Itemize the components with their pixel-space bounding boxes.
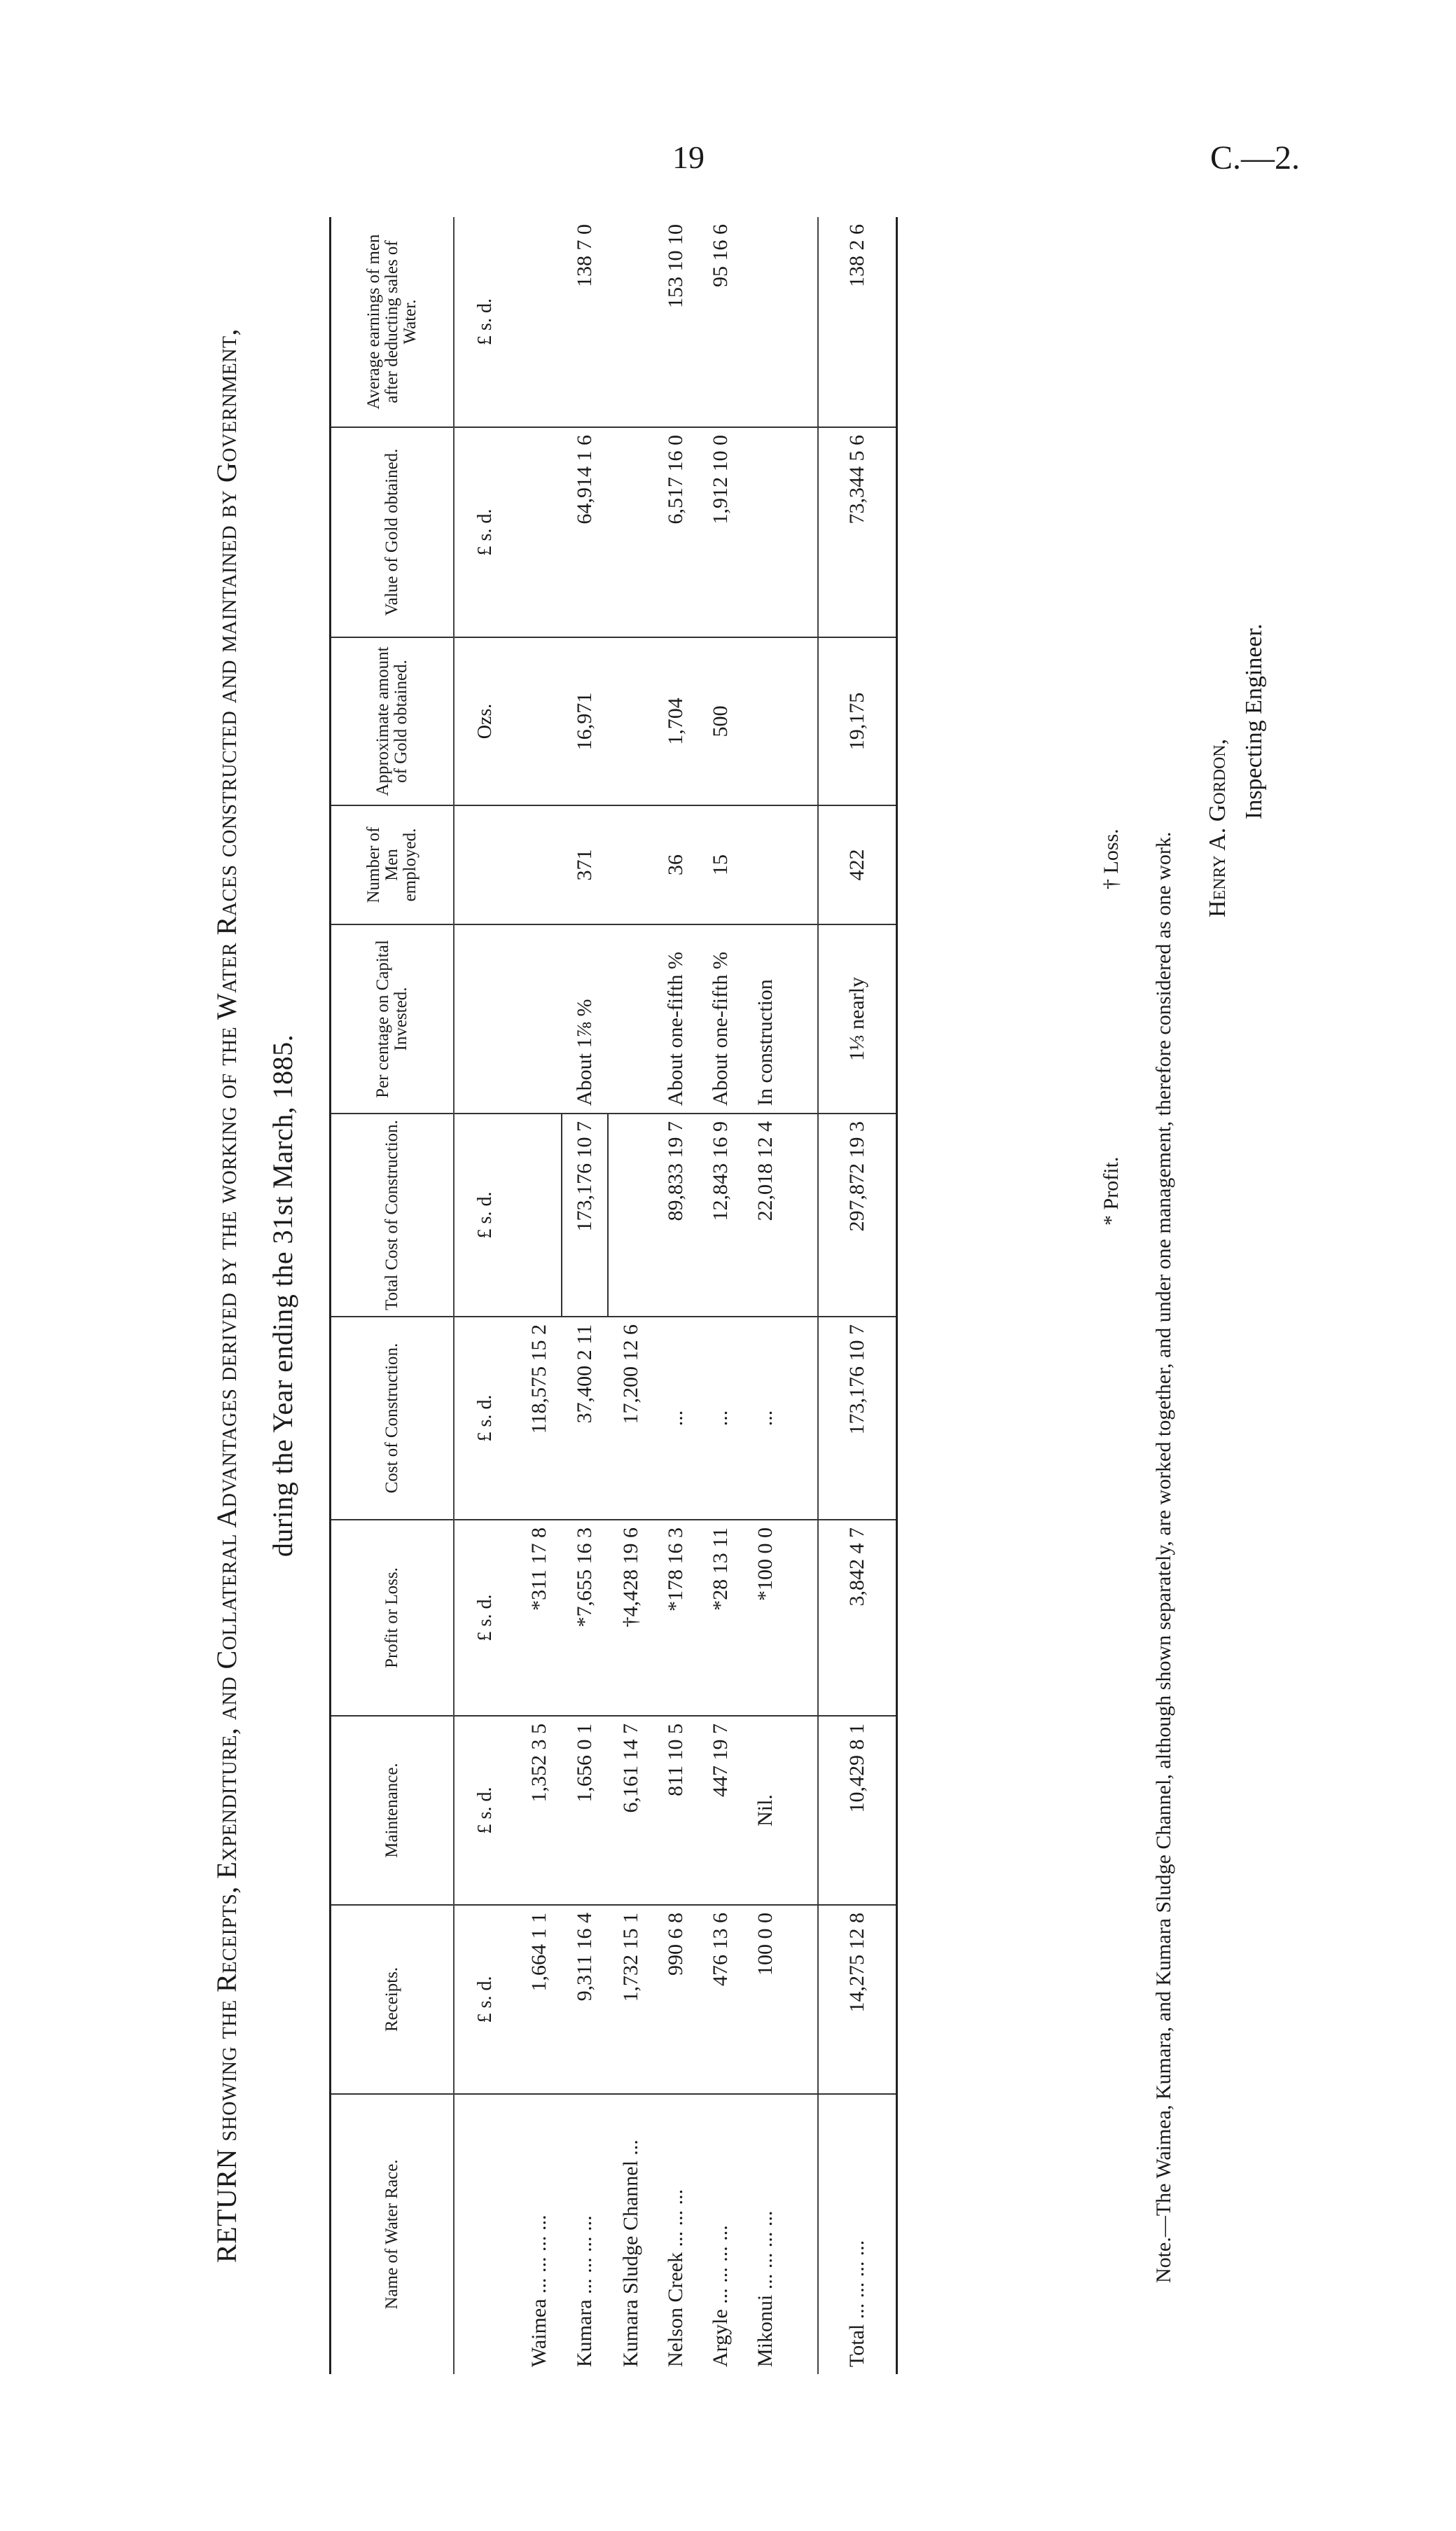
unit-cell — [454, 805, 516, 924]
total-name: Total ... ... ... ... — [818, 2094, 897, 2374]
cell-receipts: 100 0 0 — [743, 1905, 788, 2094]
cell-total-cost — [516, 1114, 562, 1317]
cell-cost: 118,575 15 2 — [516, 1317, 562, 1520]
cell-cost: ... — [698, 1317, 743, 1520]
cell-men — [743, 805, 788, 924]
table-header-row — [331, 217, 455, 2374]
total-gold-value: 73,344 5 6 — [818, 427, 897, 637]
cell-percentage — [516, 924, 562, 1114]
table-row — [653, 217, 698, 2374]
page-number: 19 — [672, 139, 705, 175]
cell-profit: *100 0 0 — [743, 1520, 788, 1716]
cell-name: Argyle ... ... ... ... — [709, 2225, 732, 2367]
cell-gold-value: 1,912 10 0 — [698, 427, 743, 637]
cell-maintenance: Nil. — [743, 1716, 788, 1905]
header-percentage: Per centage on Capital Invested. — [331, 924, 455, 1114]
table-row — [562, 217, 608, 2374]
header-receipts: Receipts. — [331, 1905, 455, 2094]
cell-receipts: 990 6 8 — [653, 1905, 698, 2094]
return-title-prefix: RETURN — [211, 2149, 242, 2263]
total-cost: 173,176 10 7 — [818, 1317, 897, 1520]
cell-total-cost: 89,833 19 7 — [653, 1114, 698, 1317]
page-reference: C.—2. — [1210, 139, 1301, 176]
unit-cell: £ s. d. — [454, 217, 516, 427]
header-avg-earnings: Average earnings of men after deducting sales of Water. — [331, 217, 455, 427]
rotated-landscape-content — [210, 217, 1345, 2374]
cell-cost: ... — [743, 1317, 788, 1520]
header-name: Name of Water Race. — [331, 2094, 455, 2374]
cell-gold-oz: 16,971 — [562, 637, 608, 805]
cell-men: 371 — [562, 805, 608, 924]
header-men: Number of Men employed. — [331, 805, 455, 924]
unit-cell — [454, 2094, 516, 2374]
total-row — [818, 217, 897, 2374]
cell-cost: ... — [653, 1317, 698, 1520]
cell-percentage: About 1⅞ % — [562, 924, 608, 1114]
cell-gold-oz: 1,704 — [653, 637, 698, 805]
cell-profit: *178 16 3 — [653, 1520, 698, 1716]
return-title-text: showing the Receipts, Expenditure, and Collateral Advantages derived by the working of the Water Races constructed and maintained by Government, — [211, 328, 242, 2142]
cell-profit: *7,655 16 3 — [562, 1520, 608, 1716]
cell-total-cost — [608, 1114, 653, 1317]
total-receipts: 14,275 12 8 — [818, 1905, 897, 2094]
cell-percentage: In construction — [743, 924, 788, 1114]
cell-total-cost: 173,176 10 7 — [562, 1114, 608, 1317]
header-total-cost: Total Cost of Construction. — [331, 1114, 455, 1317]
header-gold-oz: Approximate amount of Gold obtained. — [331, 637, 455, 805]
unit-cell: £ s. d. — [454, 1520, 516, 1716]
cell-maintenance: 811 10 5 — [653, 1716, 698, 1905]
cell-percentage: About one-fifth % — [653, 924, 698, 1114]
total-maintenance: 10,429 8 1 — [818, 1716, 897, 1905]
spacer-row — [788, 217, 818, 2374]
cell-avg-earnings — [743, 217, 788, 427]
cell-men: 15 — [698, 805, 743, 924]
table-row — [698, 217, 743, 2374]
cell-percentage — [608, 924, 653, 1114]
footnote-profit: * Profit. — [1100, 1156, 1123, 1226]
cell-men — [608, 805, 653, 924]
cell-avg-earnings: 95 16 6 — [698, 217, 743, 427]
footnote-loss: † Loss. — [1100, 828, 1123, 889]
cell-gold-oz — [608, 637, 653, 805]
water-race-table — [329, 217, 898, 2374]
header-cost: Cost of Construction. — [331, 1317, 455, 1520]
cell-avg-earnings — [516, 217, 562, 427]
cell-avg-earnings: 153 10 10 — [653, 217, 698, 427]
cell-cost: 17,200 12 6 — [608, 1317, 653, 1520]
signature-role: Inspecting Engineer. — [1241, 623, 1267, 819]
total-percentage: 1⅓ nearly — [818, 924, 897, 1114]
cell-avg-earnings: 138 7 0 — [562, 217, 608, 427]
unit-cell: Ozs. — [454, 637, 516, 805]
header-profit-loss: Profit or Loss. — [331, 1520, 455, 1716]
cell-profit: *28 13 11 — [698, 1520, 743, 1716]
total-men: 422 — [818, 805, 897, 924]
cell-gold-value: 6,517 16 0 — [653, 427, 698, 637]
return-title-line-1 — [210, 217, 243, 2374]
header-gold-value: Value of Gold obtained. — [331, 427, 455, 637]
cell-total-cost: 22,018 12 4 — [743, 1114, 788, 1317]
cell-gold-value — [743, 427, 788, 637]
cell-name: Kumara ... ... ... ... — [573, 2215, 596, 2367]
cell-gold-value — [608, 427, 653, 637]
total-total-cost: 297,872 19 3 — [818, 1114, 897, 1317]
header-maintenance: Maintenance. — [331, 1716, 455, 1905]
cell-profit: *311 17 8 — [516, 1520, 562, 1716]
table-row — [608, 217, 653, 2374]
cell-receipts: 1,732 15 1 — [608, 1905, 653, 2094]
signature-name: Henry A. Gordon, — [1205, 738, 1230, 917]
units-row — [454, 217, 516, 2374]
cell-gold-oz — [516, 637, 562, 805]
cell-percentage: About one-fifth % — [698, 924, 743, 1114]
unit-cell: £ s. d. — [454, 1905, 516, 2094]
unit-cell: £ s. d. — [454, 1114, 516, 1317]
signature-block — [1205, 624, 1268, 917]
total-gold-oz: 19,175 — [818, 637, 897, 805]
note-text: Note.—The Waimea, Kumara, and Kumara Sludge Channel, although shown separately, are worked together, and under one management, therefore considered as one work. — [1152, 831, 1175, 2283]
cell-profit: †4,428 19 6 — [608, 1520, 653, 1716]
unit-cell: £ s. d. — [454, 1317, 516, 1520]
cell-cost: 37,400 2 11 — [562, 1317, 608, 1520]
total-profit: 3,842 4 7 — [818, 1520, 897, 1716]
cell-maintenance: 447 19 7 — [698, 1716, 743, 1905]
cell-receipts: 9,311 16 4 — [562, 1905, 608, 2094]
water-race-table-wrap — [329, 217, 898, 2374]
cell-avg-earnings — [608, 217, 653, 427]
cell-receipts: 1,664 1 1 — [516, 1905, 562, 2094]
cell-gold-oz: 500 — [698, 637, 743, 805]
cell-receipts: 476 13 6 — [698, 1905, 743, 2094]
unit-cell: £ s. d. — [454, 427, 516, 637]
unit-cell: £ s. d. — [454, 1716, 516, 1905]
cell-men: 36 — [653, 805, 698, 924]
cell-total-cost: 12,843 16 9 — [698, 1114, 743, 1317]
table-row — [743, 217, 788, 2374]
cell-maintenance: 1,352 3 5 — [516, 1716, 562, 1905]
cell-name: Kumara Sludge Channel ... — [618, 2140, 642, 2367]
cell-gold-value — [516, 427, 562, 637]
cell-gold-value: 64,914 1 6 — [562, 427, 608, 637]
table-row — [516, 217, 562, 2374]
cell-name: Waimea ... ... ... ... — [527, 2214, 550, 2367]
unit-cell — [454, 924, 516, 1114]
cell-gold-oz — [743, 637, 788, 805]
return-title-line-2: during the Year ending the 31st March, 1885. — [267, 1034, 298, 1558]
cell-men — [516, 805, 562, 924]
cell-maintenance: 1,656 0 1 — [562, 1716, 608, 1905]
cell-name: Nelson Creek ... ... ... — [664, 2189, 687, 2367]
cell-maintenance: 6,161 14 7 — [608, 1716, 653, 1905]
cell-name: Mikonui ... ... ... ... — [754, 2210, 777, 2367]
total-avg-earnings: 138 2 6 — [818, 217, 897, 427]
